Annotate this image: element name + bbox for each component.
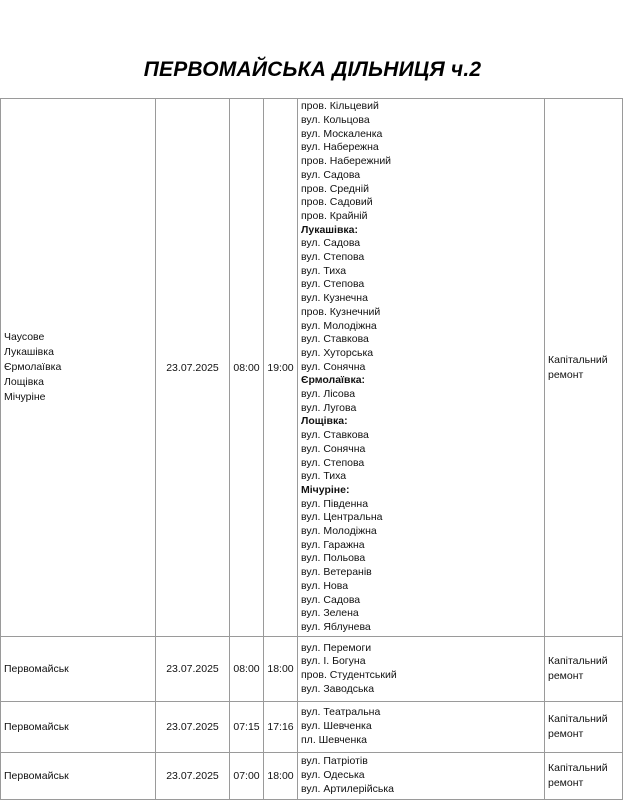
locality-name: Лукашівка: [4, 346, 54, 358]
settlement-heading: Лощівка:: [301, 415, 348, 428]
work-type-text: Капітальний: [548, 713, 608, 725]
locality-cell: [1, 99, 156, 637]
street-name: вул. Сонячна: [301, 360, 366, 373]
date-cell: 23.07.2025: [156, 753, 230, 800]
street-name: вул. Садова: [301, 237, 361, 250]
table-body: [1, 99, 623, 800]
street-name: пров. Садовий: [301, 196, 373, 209]
end-time-cell: 18:00: [264, 637, 298, 702]
street-name: вул. Сонячна: [301, 442, 366, 455]
locality-cell: [1, 637, 156, 702]
street-name: вул. Гаражна: [301, 538, 365, 551]
street-name: вул. Лугова: [301, 401, 357, 414]
work-type-cell: [545, 99, 623, 637]
street-name: вул. Нова: [301, 579, 349, 592]
date-cell: 23.07.2025: [156, 637, 230, 702]
end-time-cell: 18:00: [264, 753, 298, 800]
work-type-cell: [545, 702, 623, 753]
date-cell: 23.07.2025: [156, 99, 230, 637]
street-name: вул. Садова: [301, 168, 361, 181]
street-name: вул. Кольцова: [301, 113, 370, 126]
street-name: вул. Перемоги: [301, 641, 372, 654]
work-type-text: ремонт: [548, 368, 584, 381]
street-name: вул. Кузнечна: [301, 292, 368, 305]
street-name: вул. Південна: [301, 497, 369, 510]
street-name: вул. Центральна: [301, 511, 383, 524]
start-time-cell: 08:00: [230, 99, 264, 637]
streets-cell: [298, 637, 545, 702]
street-name: пл. Шевченка: [301, 733, 367, 746]
table-row: [1, 637, 623, 702]
street-name: вул. Артилерійська: [301, 782, 395, 795]
start-time-cell: 07:15: [230, 702, 264, 753]
street-name: вул. Одеська: [301, 769, 365, 782]
street-name: вул. Степова: [301, 251, 365, 264]
locality-name: Чаусове: [4, 331, 45, 343]
table-row: [1, 702, 623, 753]
streets-cell: [298, 702, 545, 753]
locality-name: Лощівка: [4, 376, 44, 388]
street-name: пров. Средній: [301, 182, 369, 195]
end-time-cell: 17:16: [264, 702, 298, 753]
street-name: вул. Заводська: [301, 682, 375, 695]
street-name: вул. Польова: [301, 552, 366, 565]
date-cell: 23.07.2025: [156, 702, 230, 753]
locality-name: Первомайськ: [4, 720, 69, 733]
street-name: вул. Набережна: [301, 141, 379, 154]
streets-cell: [298, 753, 545, 800]
locality-cell: [1, 753, 156, 800]
street-name: вул. Москаленка: [301, 127, 383, 140]
street-name: пров. Студентський: [301, 669, 397, 681]
street-name: вул. Ставкова: [301, 429, 369, 442]
street-name: вул. Шевченка: [301, 720, 372, 733]
street-name: вул. Лісова: [301, 388, 356, 401]
settlement-heading: Мічуріне:: [301, 483, 350, 496]
street-name: вул. Степова: [301, 456, 365, 469]
work-type-text: ремонт: [548, 777, 584, 789]
street-name: вул. Театральна: [301, 706, 381, 719]
street-name: вул. Зелена: [301, 607, 359, 620]
outage-schedule-table: [0, 98, 623, 800]
street-name: вул. Патріотів: [301, 755, 368, 768]
street-name: вул. Садова: [301, 593, 361, 606]
street-name: пров. Кузнечний: [301, 305, 381, 318]
locality-name: Первомайськ: [4, 769, 69, 782]
work-type-text: Капітальний: [548, 655, 608, 667]
table-row: [1, 753, 623, 800]
street-name: вул. Тиха: [301, 264, 347, 277]
locality-name: Мічуріне: [4, 391, 46, 403]
street-name: вул. І. Богуна: [301, 655, 366, 668]
street-name: пров. Набережний: [301, 155, 392, 168]
work-type-text: Капітальний: [548, 353, 608, 366]
street-name: вул. Ставкова: [301, 333, 369, 346]
locality-cell: [1, 702, 156, 753]
page-title: ПЕРВОМАЙСЬКА ДІЛЬНИЦЯ ч.2: [143, 58, 482, 81]
locality-name: Єрмолаївка: [4, 361, 62, 373]
street-name: вул. Молодіжна: [301, 525, 377, 538]
work-type-cell: [545, 753, 623, 800]
end-time-cell: 19:00: [264, 99, 298, 637]
street-name: вул. Молодіжна: [301, 319, 377, 332]
street-name: вул. Яблунева: [301, 621, 371, 633]
street-name: пров. Кільцевий: [301, 100, 379, 113]
settlement-heading: Єрмолаївка:: [301, 374, 366, 387]
street-name: пров. Крайній: [301, 209, 368, 222]
settlement-heading: Лукашівка:: [301, 223, 359, 236]
street-name: вул. Хуторська: [301, 346, 374, 359]
work-type-text: Капітальний: [548, 762, 608, 774]
work-type-cell: [545, 637, 623, 702]
start-time-cell: 07:00: [230, 753, 264, 800]
street-name: вул. Ветеранів: [301, 566, 372, 579]
work-type-text: ремонт: [548, 728, 584, 740]
streets-cell: [298, 99, 545, 637]
table-row: [1, 99, 623, 637]
street-name: вул. Тиха: [301, 470, 347, 483]
locality-name: Первомайськ: [4, 662, 69, 675]
street-name: вул. Степова: [301, 278, 365, 291]
start-time-cell: 08:00: [230, 637, 264, 702]
work-type-text: ремонт: [548, 670, 584, 682]
